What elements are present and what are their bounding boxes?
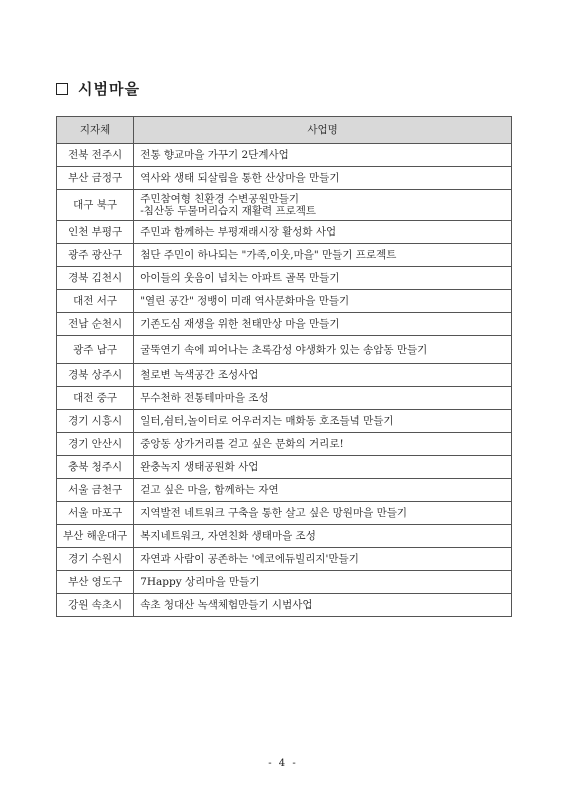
region-cell: 광주 광산구 — [57, 244, 134, 267]
table-row — [57, 387, 512, 410]
table-row — [57, 525, 512, 548]
project-cell: 일터,쉼터,놀이터로 어우러지는 매화동 호조들녘 만들기 — [134, 410, 512, 433]
project-cell: 주민참여형 친환경 수변공원만들기 -침산동 두물머리습지 재활력 프로젝트 — [134, 190, 512, 221]
project-cell: 완충녹지 생태공원화 사업 — [134, 456, 512, 479]
region-cell: 대전 중구 — [57, 387, 134, 410]
project-cell: 걷고 싶은 마을, 함께하는 자연 — [134, 479, 512, 502]
table-row — [57, 594, 512, 617]
table-header-row — [57, 117, 512, 144]
table-row — [57, 433, 512, 456]
table-row — [57, 221, 512, 244]
project-cell: 7Happy 상리마을 만들기 — [134, 571, 512, 594]
table-row — [57, 313, 512, 336]
section-title: 시범마을 — [78, 80, 140, 98]
table-row — [57, 502, 512, 525]
region-cell: 대구 북구 — [57, 190, 134, 221]
region-cell: 서울 마포구 — [57, 502, 134, 525]
project-cell: 자연과 사람이 공존하는 '에코에듀빌리지'만들기 — [134, 548, 512, 571]
project-cell: 지역발전 네트워크 구축을 통한 살고 싶은 망원마을 만들기 — [134, 502, 512, 525]
region-cell: 경기 안산시 — [57, 433, 134, 456]
table-row — [57, 548, 512, 571]
region-cell: 광주 남구 — [57, 336, 134, 364]
project-cell: 속초 청대산 녹색체험만들기 시범사업 — [134, 594, 512, 617]
region-cell: 전남 순천시 — [57, 313, 134, 336]
region-cell: 경기 시흥시 — [57, 410, 134, 433]
table-row — [57, 190, 512, 221]
section-heading — [56, 78, 140, 99]
project-cell: 중앙동 상가거리를 걷고 싶은 문화의 거리로! — [134, 433, 512, 456]
table-row — [57, 244, 512, 267]
region-cell: 경기 수원시 — [57, 548, 134, 571]
header-project: 사업명 — [134, 117, 512, 144]
checkbox-square-icon — [56, 83, 68, 95]
table-row — [57, 410, 512, 433]
region-cell: 경북 상주시 — [57, 364, 134, 387]
region-cell: 충북 청주시 — [57, 456, 134, 479]
project-cell: 아이들의 웃음이 넘치는 아파트 골목 만들기 — [134, 267, 512, 290]
region-cell: 대전 서구 — [57, 290, 134, 313]
project-cell: 무수천하 전통테마마을 조성 — [134, 387, 512, 410]
project-cell: 첨단 주민이 하나되는 "가족,이웃,마을" 만들기 프로젝트 — [134, 244, 512, 267]
header-region: 지자체 — [57, 117, 134, 144]
region-cell: 서울 금천구 — [57, 479, 134, 502]
project-cell: 복지네트워크, 자연친화 생태마을 조성 — [134, 525, 512, 548]
project-cell: 주민과 함께하는 부평재래시장 활성화 사업 — [134, 221, 512, 244]
table-row — [57, 267, 512, 290]
region-cell: 부산 금정구 — [57, 167, 134, 190]
project-cell: "열린 공간" 정뱅이 미래 역사문화마을 만들기 — [134, 290, 512, 313]
table-row — [57, 336, 512, 364]
region-cell: 전북 전주시 — [57, 144, 134, 167]
pilot-village-table — [56, 116, 512, 617]
table-row — [57, 571, 512, 594]
table-row — [57, 290, 512, 313]
region-cell: 경북 김천시 — [57, 267, 134, 290]
project-cell: 역사와 생태 되살림을 통한 산상마을 만들기 — [134, 167, 512, 190]
table-row — [57, 364, 512, 387]
region-cell: 부산 영도구 — [57, 571, 134, 594]
page-number: - 4 - — [268, 758, 298, 769]
project-cell: 전통 향교마을 가꾸기 2단계사업 — [134, 144, 512, 167]
region-cell: 부산 해운대구 — [57, 525, 134, 548]
table-row — [57, 479, 512, 502]
table-row — [57, 456, 512, 479]
region-cell: 인천 부평구 — [57, 221, 134, 244]
project-cell: 기존도심 재생을 위한 천태만상 마을 만들기 — [134, 313, 512, 336]
table-row — [57, 144, 512, 167]
table-row — [57, 167, 512, 190]
region-cell: 강원 속초시 — [57, 594, 134, 617]
project-cell: 굴뚝연기 속에 피어나는 초록감성 야생화가 있는 송암동 만들기 — [134, 336, 512, 364]
project-cell: 철로변 녹색공간 조성사업 — [134, 364, 512, 387]
